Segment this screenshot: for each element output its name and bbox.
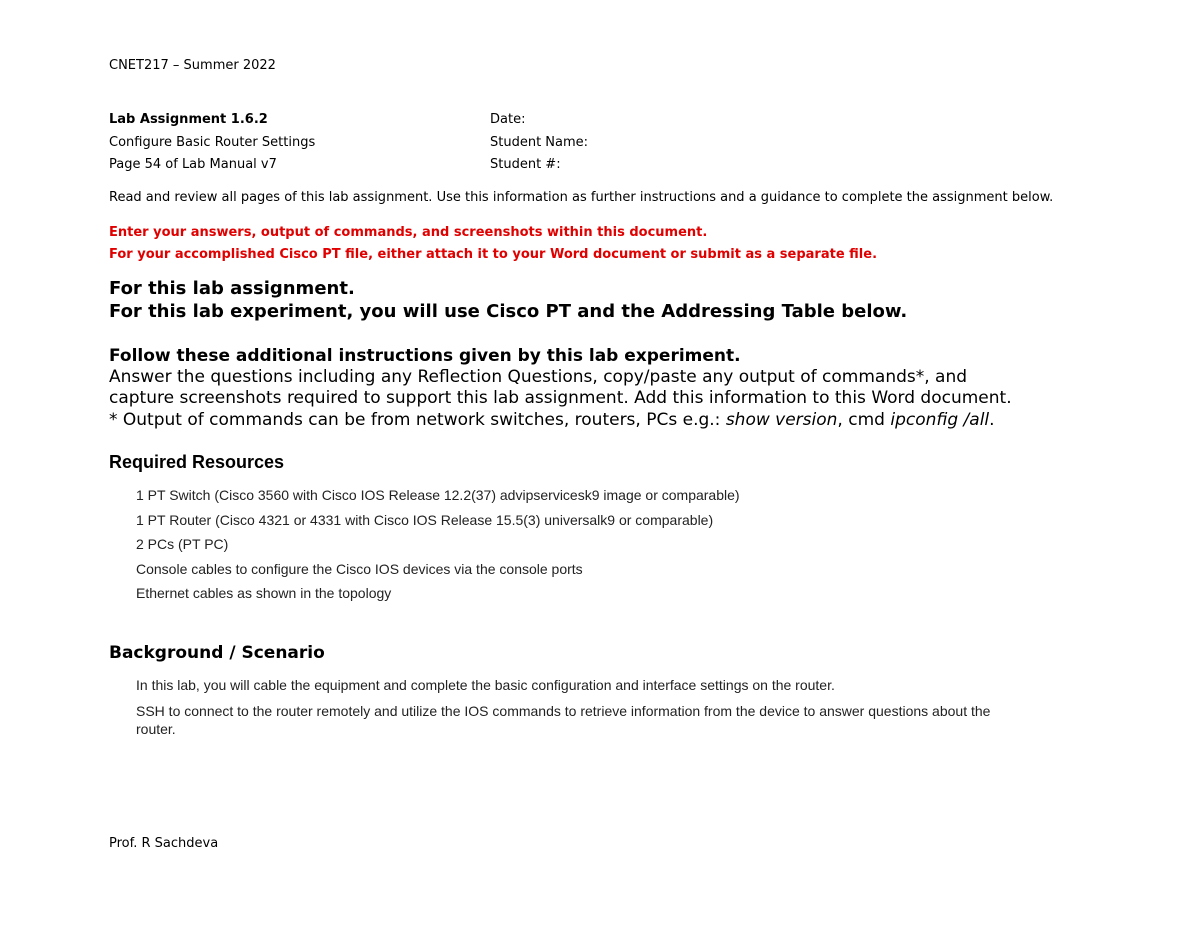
note-prefix: * Output of commands can be from network switches, routers, PCs e.g.: — [109, 410, 726, 430]
resource-item: Ethernet cables as shown in the topology — [136, 585, 392, 601]
notice-line-2: For your accomplished Cisco PT file, either attach it to your Word document or submit as a separate file. — [109, 247, 878, 262]
resource-item: 1 PT Router (Cisco 4321 or 4331 with Cisco IOS Release 15.5(3) universalk9 or comparable) — [136, 512, 714, 528]
resource-item: 2 PCs (PT PC) — [136, 536, 229, 552]
resource-item: 1 PT Switch (Cisco 3560 with Cisco IOS Release 12.2(37) advipservicesk9 image or comparable) — [136, 487, 740, 503]
lab-assignment-number: Lab Assignment 1.6.2 — [109, 112, 268, 127]
note-command-show-version: show version — [725, 410, 838, 430]
background-line: router. — [136, 721, 176, 737]
note-end: . — [989, 410, 995, 430]
student-name-label: Student Name: — [490, 135, 589, 150]
required-resources-heading: Required Resources — [109, 452, 285, 472]
resource-item: Console cables to configure the Cisco IOS devices via the console ports — [136, 561, 583, 577]
lab-heading-2: For this lab experiment, you will use Cisco PT and the Addressing Table below. — [109, 301, 908, 322]
follow-line-2: capture screenshots required to support this lab assignment. Add this information to this Word document. — [109, 388, 1012, 408]
background-heading: Background / Scenario — [109, 643, 325, 663]
lab-heading-1: For this lab assignment. — [109, 278, 355, 299]
follow-line-1: Answer the questions including any Reflection Questions, copy/paste any output of commands*, and — [109, 367, 968, 387]
note-mid: , cmd — [837, 410, 891, 430]
follow-note — [109, 410, 995, 430]
student-number-label: Student #: — [490, 157, 561, 172]
lab-manual-page: Page 54 of Lab Manual v7 — [109, 157, 277, 172]
notice-line-1: Enter your answers, output of commands, and screenshots within this document. — [109, 225, 708, 240]
note-command-ipconfig: ipconfig /all — [890, 410, 990, 430]
course-header: CNET217 – Summer 2022 — [109, 58, 276, 73]
intro-text: Read and review all pages of this lab assignment. Use this information as further instructions and a guidance to complete the assignment below. — [109, 190, 1054, 205]
footer-author: Prof. R Sachdeva — [109, 836, 219, 851]
lab-title: Configure Basic Router Settings — [109, 135, 316, 150]
date-label: Date: — [490, 112, 526, 127]
background-line: In this lab, you will cable the equipment and complete the basic configuration and interface settings on the router. — [136, 677, 835, 693]
follow-heading: Follow these additional instructions given by this lab experiment. — [109, 346, 741, 366]
background-line: SSH to connect to the router remotely and utilize the IOS commands to retrieve information from the device to answer questions about the — [136, 703, 991, 719]
